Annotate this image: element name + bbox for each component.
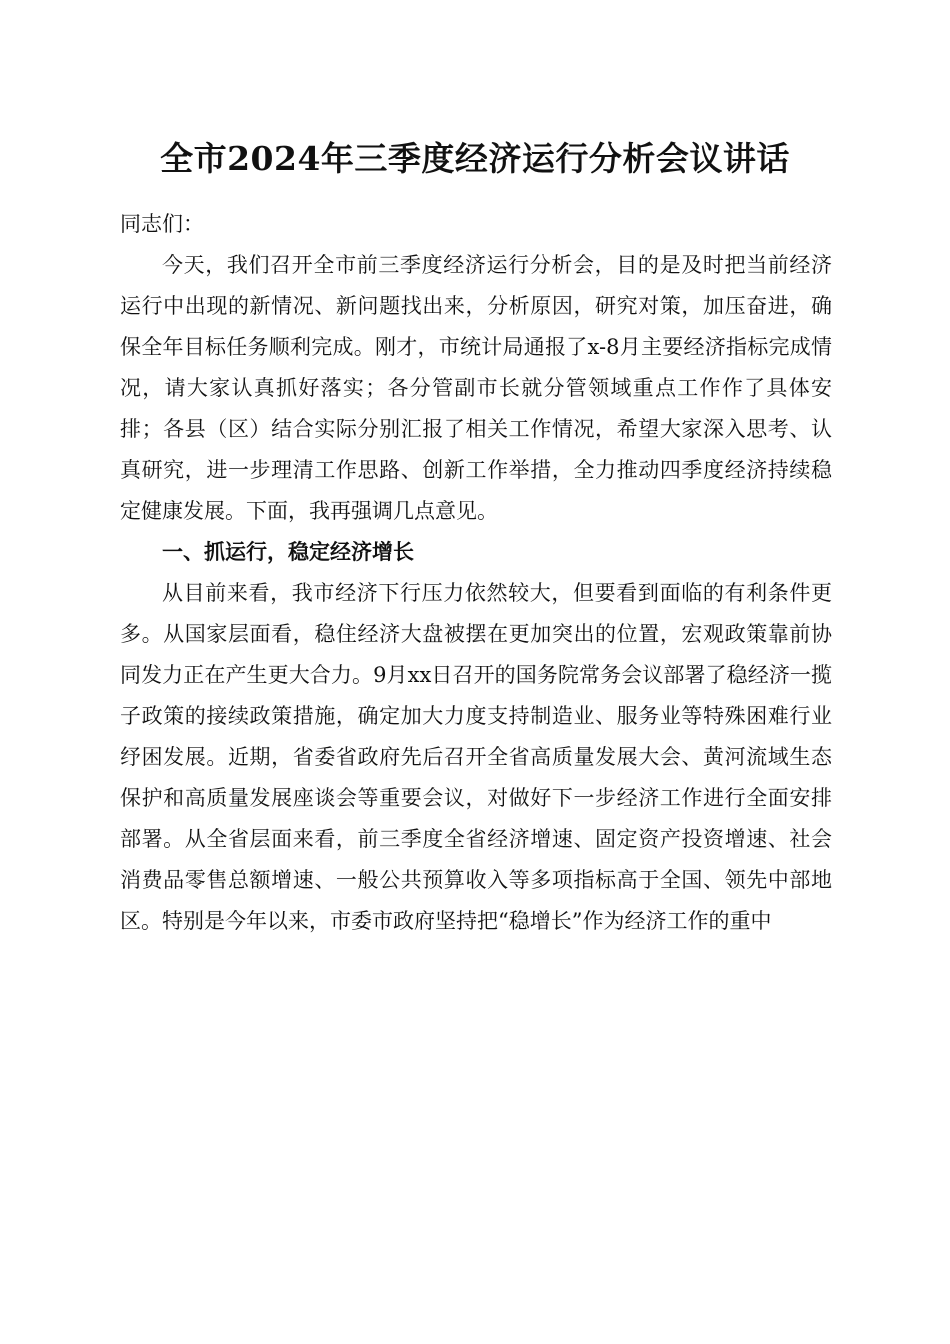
speech-body [120,204,832,942]
paragraph-intro: 今天，我们召开全市前三季度经济运行分析会，目的是及时把当前经济运行中出现的新情况、新问题找出来，分析原因，研究对策，加压奋进，确保全年目标任务顺利完成。刚才，市统计局通报了x-8月主要经济指标完成情况，请大家认真抓好落实；各分管副市长就分管领域重点工作作了具体安排；各县（区）结合实际分别汇报了相关工作情况，希望大家深入思考、认真研究，进一步理清工作思路、创新工作举措，全力推动四季度经济持续稳定健康发展。下面，我再强调几点意见。 [120,253,832,523]
salutation: 同志们： [120,212,204,236]
section-heading-1: 一、抓运行，稳定经济增长 [162,540,414,564]
paragraph-section-1: 从目前来看，我市经济下行压力依然较大，但要看到面临的有利条件更多。从国家层面看，稳住经济大盘被摆在更加突出的位置，宏观政策靠前协同发力正在产生更大合力。9月xx日召开的国务院常务会议部署了稳经济一揽子政策的接续政策措施，确定加大力度支持制造业、服务业等特殊困难行业纾困发展。近期，省委省政府先后召开全省高质量发展大会、黄河流域生态保护和高质量发展座谈会等重要会议，对做好下一步经济工作进行全面安排部署。从全省层面来看，前三季度全省经济增速、固定资产投资增速、社会消费品零售总额增速、一般公共预算收入等多项指标高于全国、领先中部地区。特别是今年以来，市委市政府坚持把“稳增长”作为经济工作的重中 [120,581,832,933]
page-title: 全市2024年三季度经济运行分析会议讲话 [160,139,790,178]
